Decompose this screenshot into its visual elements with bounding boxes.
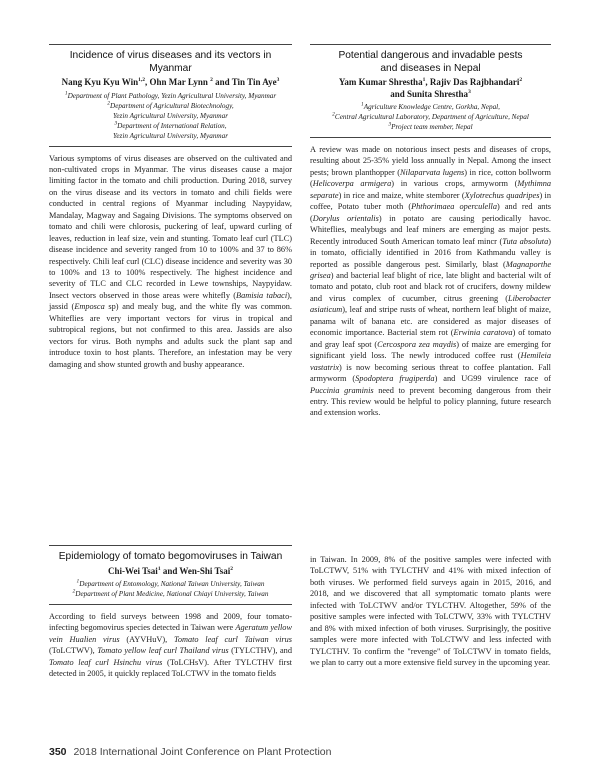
abstract-body: According to field surveys between 1998 and 2009, four tomato-infecting begomovirus species detected in Taiwan were Ageratum yellow vein Hualien virus (AYVHuV), Tomato leaf curl Taiwan virus (ToLCTWV), Tomato yellow leaf curl Thailand virus (TYLCTHV), and Tomato leaf curl Hsinchu virus (ToLCHsV). After TYLCTHV first detected in 2005, it quickly replaced ToLCTWV in the tomato fields <box>49 612 292 679</box>
affiliation: $^1$Department of Plant Pathology, Yezin Agricultural University, Myanmar <box>64 90 277 100</box>
affiliation: Yezin Agricultural University, Myanmar <box>113 131 228 140</box>
author-name: Yam Kumar Shrestha <box>338 77 423 87</box>
author-list: Chi-Wei Tsai$^1$ and Wen-Shi Tsai$^2$ <box>108 565 233 576</box>
conference-name: 2018 International Joint Conference on Plant Protection <box>73 746 332 758</box>
abstract-body: Various symptoms of virus diseases are observed on the cultivated and non-cultivated crops in Myanmar. The virus diseases cause a major limiting factor in the tomato and chili production. During 2018, survey on the virus disease and its vectors in tomato and chili fields were conducted in central regions of Myanmar including Naypyidaw, Mandalay, Magway and Sagaing Divisions. The symptoms observed on tomato and chili were chlorosis, puckering of leaf, upward curling of leaves, reduction in leaf size, vein and stunting. Tomato leaf curl (TLC) disease incidence and severity ranged from 10 to 100% and 37 to 86% respectively. Chili leaf curl (CLC) disease incidence and severity was 30 to 100% and 13 to 100% respectively. The highest incidence and severity of TLC and CLC recorded in Lewe townships, Naypyidaw. Insect vectors observed in those areas were whitefly (Bamisia tabaci), jassid (Emposca sp) and mealy bug, and the white fly was common. Whiteflies are very important vectors for virus in tropical and subtropical regions, but not confirmed to this area. Jassids are also vectors for virus. Both nymphs and adults suck the plant sap and introduce toxin to host plants. Therefore, an infestation may be very damaging and show stunted growth and bushy appearance. <box>49 153 292 369</box>
top-rule <box>49 44 292 45</box>
affiliations <box>49 579 292 599</box>
author-name: Chi-Wei Tsai <box>108 565 158 576</box>
author-list: Yam Kumar Shrestha$^1$, Rajiv Das Rajbhandari$^2$ and Sunita Shrestha$^3$ <box>338 77 523 99</box>
page-number: 350 <box>49 746 67 758</box>
affiliation: $^1$Department of Entomology, National Taiwan University, Taiwan <box>76 578 265 588</box>
abstract-myanmar <box>49 44 292 370</box>
header-rule <box>310 137 551 138</box>
top-rule <box>310 44 551 45</box>
affiliations <box>310 102 551 132</box>
abstract-taiwan-continued <box>310 554 551 669</box>
abstract-title: Epidemiology of tomato begomoviruses in Taiwan <box>58 551 283 562</box>
author-name: Rajiv Das Rajbhandari <box>429 77 520 87</box>
abstract-title: Incidence of virus diseases and its vectors in Myanmar <box>69 50 272 74</box>
page-footer <box>49 746 331 758</box>
abstract-nepal <box>310 44 551 419</box>
top-rule <box>49 545 292 546</box>
author-name: Ohn Mar Lynn <box>149 77 208 87</box>
author-name: Nang Kyu Kyu Win <box>61 77 139 87</box>
affiliation: $^2$Central Agricultural Laboratory, Department of Agriculture, Nepal <box>332 111 529 121</box>
abstract-body: in Taiwan. In 2009, 8% of the positive samples were infected with ToLCTWV, 51% with TYLCTHV and 41% with mixed infection of both viruses. We performed field surveys again in 2015, 2016, and 2018, and we discovered that all symptomatic tomato plants were infected with ToLCTWV and/or TYLCTHV. Altogether, 59% of the positive samples were infected with ToLCTWV, 33% with TYLCTHV and 8% with mixed infection of both viruses. Surprisingly, the positive samples were more infected with ToLCTWV and less infected with TYLCTHV. To confirm the "revenge" of ToLCTWV in tomato fields, we plan to carry out a more extensive field survey in the upcoming year. <box>310 555 551 668</box>
author-name: Wen-Shi Tsai <box>179 565 231 576</box>
author-name: Sunita Shrestha <box>406 88 469 99</box>
abstract-title: Potential dangerous and invadable pests and diseases in Nepal <box>338 50 523 74</box>
affiliation: $^3$Department of International Relation, <box>114 120 227 130</box>
affiliation: $^2$Department of Agricultural Biotechnology, <box>107 100 234 110</box>
affiliation: Yezin Agricultural University, Myanmar <box>113 111 228 120</box>
affiliations <box>49 91 292 141</box>
affiliation: $^3$Project team member, Nepal <box>388 121 473 131</box>
header-rule <box>49 146 292 147</box>
affiliation: $^2$Department of Plant Medicine, National Chiayi University, Taiwan <box>72 588 269 598</box>
abstract-taiwan <box>49 545 292 680</box>
header-rule <box>49 604 292 605</box>
author-list: Nang Kyu Kyu Win$^{1,2}$, Ohn Mar Lynn $^2$ and Tin Tin Aye$^3$ <box>61 77 280 87</box>
affiliation: $^1$Agriculture Knowledge Centre, Gorkha, Nepal, <box>361 101 500 111</box>
abstract-body: A review was made on notorious insect pests and diseases of crops, resulting about 25-35% yield loss annually in Nepal. Among the insect pests; brown planthopper (Nilaparvata lugens) in rice, cotton bollworm (Helicoverpa armigera) in various crops, armyworm (Mythimna separate) in rice and maize, white stemborer (Xylotrechus quadripes) in coffee, Potato tuber moth (Phthorimaea operculella) and red ants (Dorylus orientalis) in potato are causing periodically havoc. Whiteflies, mealybugs and leaf miners are emerging as major pests. Recently introduced South American tomato leaf mincr (Tuta absoluta) in tomato, officially identified in 2016 from Kathmandu valley is reported as possible dangerous pest. Similarly, blast (Magnaporthe grisea) and bacterial leaf blight of rice, late blight and bacterial wilt of tomato and potato, club root and black rot of crucifers, downy mildew and virus complex of cucumber, citrus greening (Liberobacter asiaticum), leaf and stripe rusts of wheat, northern leaf blight of maize, panama wilt of banana etc. are considered as major diseases of economic importance. Bacterial stem rot (Erwinia caratova) of tomato and gray leaf spot (Cercospora zea maydis) of maize are emerging for significant yield loss. The newly introduced coffee rust (Hemileia vastatrix) is now becoming serious threat to coffee plantation. Fall armyworm (Spodoptera frugiperda) and UG99 virulence race of Puccinia graminis need to prevent becoming dangerous from their entry. This review would be helpful to policy planning, future research and extension works. <box>310 145 552 418</box>
author-name: Tin Tin Aye <box>231 77 277 87</box>
